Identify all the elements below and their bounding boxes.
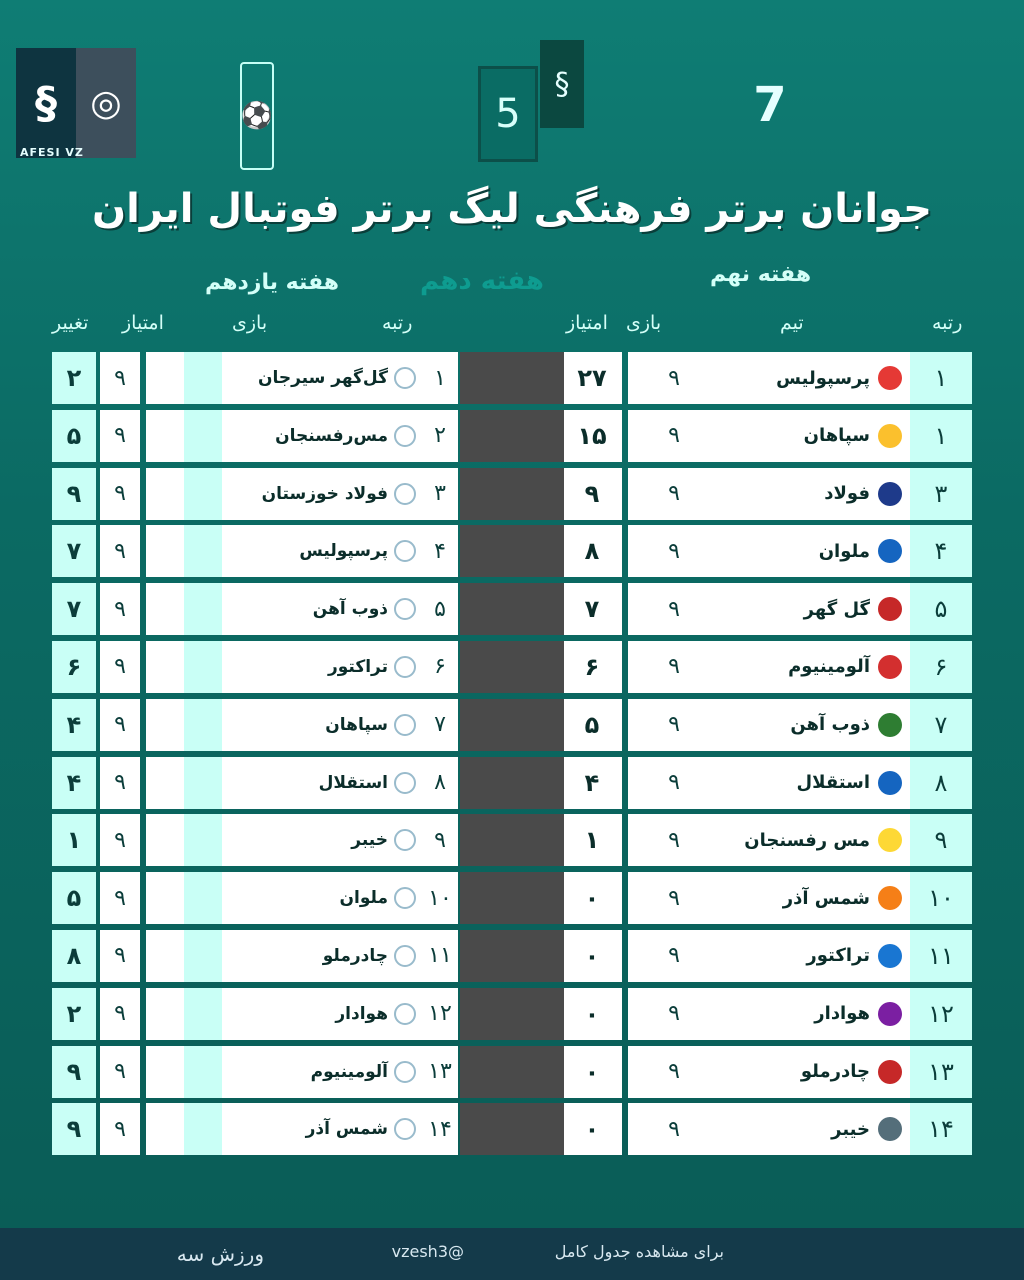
- placeholder-block: [460, 872, 564, 924]
- accent-strip: [184, 814, 222, 866]
- points-cell: ۹: [100, 525, 140, 577]
- table-row: [52, 410, 458, 462]
- team-name: ذوب آهن: [790, 714, 870, 736]
- table-row: [52, 1046, 458, 1098]
- rank-cell: ۱۱: [422, 930, 458, 982]
- table-row: [562, 1103, 972, 1155]
- table-row: [562, 583, 972, 635]
- change-cell: ۹: [52, 1046, 96, 1098]
- points-cell: ۷: [562, 583, 622, 635]
- games-cell: ۹: [628, 1103, 720, 1155]
- team-cell: [720, 525, 910, 577]
- change-cell: ۵: [52, 410, 96, 462]
- points-cell: ۰: [562, 988, 622, 1040]
- accent-strip: [184, 410, 222, 462]
- team-name: آلومینیوم: [310, 1061, 388, 1082]
- change-cell: ۸: [52, 930, 96, 982]
- team-cell: [222, 1046, 422, 1098]
- table-row: [52, 583, 458, 635]
- games-cell: [146, 525, 184, 577]
- logo-d-icon: 7: [753, 77, 787, 133]
- rank-cell: ۴: [910, 525, 972, 577]
- team-cell: [720, 641, 910, 693]
- rank-cell: ۱۲: [422, 988, 458, 1040]
- games-cell: ۹: [628, 641, 720, 693]
- team-name: فولاد: [824, 483, 870, 505]
- logo-a-left-icon: §: [16, 48, 76, 158]
- points-cell: ۹: [100, 1103, 140, 1155]
- team-name: سپاهان: [803, 425, 870, 447]
- rank-cell: ۱۲: [910, 988, 972, 1040]
- logo-c-tile2-icon: §: [540, 40, 584, 128]
- team-badge-icon: [878, 655, 902, 679]
- left-standings-table: [52, 352, 458, 1161]
- rank-cell: ۱۰: [910, 872, 972, 924]
- team-badge-icon: [394, 714, 416, 736]
- team-badge-icon: [878, 539, 902, 563]
- table-row: [52, 1103, 458, 1155]
- change-cell: ۵: [52, 872, 96, 924]
- team-name: تراکتور: [327, 656, 388, 677]
- team-name: چادرملو: [322, 945, 388, 966]
- team-badge-icon: [394, 1061, 416, 1083]
- team-badge-icon: [878, 1117, 902, 1141]
- points-cell: ۹: [100, 583, 140, 635]
- games-cell: [146, 410, 184, 462]
- points-cell: ۹: [100, 930, 140, 982]
- games-cell: ۹: [628, 525, 720, 577]
- points-cell: ۲۷: [562, 352, 622, 404]
- team-badge-icon: [878, 1060, 902, 1084]
- table-row: [562, 699, 972, 751]
- table-row: [562, 525, 972, 577]
- change-cell: ۹: [52, 468, 96, 520]
- games-cell: [146, 872, 184, 924]
- logo-a-right-icon: ◎: [76, 48, 136, 158]
- team-name: شمس آذر: [782, 887, 870, 909]
- footer-bar: [0, 1228, 1024, 1280]
- team-cell: [720, 930, 910, 982]
- team-badge-icon: [394, 425, 416, 447]
- accent-strip: [184, 872, 222, 924]
- team-name: ملوان: [339, 888, 388, 909]
- points-cell: ۹: [100, 468, 140, 520]
- points-cell: ۹: [562, 468, 622, 520]
- games-cell: ۹: [628, 699, 720, 751]
- accent-strip: [184, 1046, 222, 1098]
- points-cell: ۶: [562, 641, 622, 693]
- table-row: [52, 988, 458, 1040]
- points-cell: ۴: [562, 757, 622, 809]
- points-cell: ۱: [562, 814, 622, 866]
- team-cell: [222, 988, 422, 1040]
- team-cell: [222, 525, 422, 577]
- team-cell: [720, 352, 910, 404]
- points-cell: ۰: [562, 930, 622, 982]
- team-badge-icon: [878, 482, 902, 506]
- team-cell: [222, 814, 422, 866]
- table-row: [52, 352, 458, 404]
- team-cell: [222, 468, 422, 520]
- team-badge-icon: [878, 424, 902, 448]
- left-header-rank: رتبه: [382, 312, 413, 334]
- rank-cell: ۳: [422, 468, 458, 520]
- team-cell: [222, 872, 422, 924]
- points-cell: ۰: [562, 1046, 622, 1098]
- table-row: [562, 872, 972, 924]
- table-row: [52, 699, 458, 751]
- change-cell: ۷: [52, 583, 96, 635]
- team-badge-icon: [878, 944, 902, 968]
- rank-cell: ۱: [422, 352, 458, 404]
- accent-strip: [184, 525, 222, 577]
- table-row: [52, 872, 458, 924]
- team-badge-icon: [394, 656, 416, 678]
- games-cell: [146, 930, 184, 982]
- accent-strip: [184, 583, 222, 635]
- games-cell: [146, 1103, 184, 1155]
- points-cell: ۹: [100, 1046, 140, 1098]
- right-header-games: بازی: [626, 312, 662, 334]
- team-name: استقلال: [318, 772, 388, 793]
- games-cell: [146, 814, 184, 866]
- team-badge-icon: [394, 772, 416, 794]
- rank-cell: ۱۴: [422, 1103, 458, 1155]
- team-badge-icon: [878, 828, 902, 852]
- placeholder-block: [460, 410, 564, 462]
- team-name: گل گهر: [803, 598, 870, 620]
- points-cell: ۸: [562, 525, 622, 577]
- rank-cell: ۸: [910, 757, 972, 809]
- placeholder-block: [460, 988, 564, 1040]
- week-10-label: هفته دهم: [420, 266, 544, 296]
- placeholder-block: [460, 930, 564, 982]
- team-cell: [222, 757, 422, 809]
- team-name: خیبر: [831, 1118, 870, 1140]
- team-badge-icon: [394, 1118, 416, 1140]
- team-name: ملوان: [818, 540, 870, 562]
- week-9-label: هفته نهم: [710, 262, 812, 287]
- team-name: هوادار: [814, 1003, 870, 1025]
- team-cell: [720, 410, 910, 462]
- games-cell: [146, 699, 184, 751]
- rank-cell: ۸: [422, 757, 458, 809]
- change-cell: ۴: [52, 699, 96, 751]
- points-cell: ۹: [100, 410, 140, 462]
- team-badge-icon: [878, 597, 902, 621]
- placeholder-block: [460, 1103, 564, 1155]
- team-badge-icon: [878, 886, 902, 910]
- accent-strip: [184, 988, 222, 1040]
- right-header-rank: رتبه: [932, 312, 963, 334]
- rank-cell: ۹: [910, 814, 972, 866]
- team-badge-icon: [394, 483, 416, 505]
- table-row: [562, 988, 972, 1040]
- team-cell: [720, 1103, 910, 1155]
- change-cell: ۹: [52, 1103, 96, 1155]
- change-cell: ۷: [52, 525, 96, 577]
- accent-strip: [184, 468, 222, 520]
- change-cell: ۱: [52, 814, 96, 866]
- games-cell: ۹: [628, 1046, 720, 1098]
- rank-cell: ۷: [910, 699, 972, 751]
- table-row: [562, 930, 972, 982]
- accent-strip: [184, 641, 222, 693]
- games-cell: ۹: [628, 468, 720, 520]
- footer-handle[interactable]: @vzesh3: [391, 1242, 464, 1261]
- games-cell: ۹: [628, 410, 720, 462]
- placeholder-block: [460, 583, 564, 635]
- team-name: فولاد خوزستان: [261, 483, 388, 504]
- rank-cell: ۳: [910, 468, 972, 520]
- team-cell: [720, 1046, 910, 1098]
- accent-strip: [184, 352, 222, 404]
- table-row: [52, 757, 458, 809]
- team-badge-icon: [878, 771, 902, 795]
- games-cell: ۹: [628, 583, 720, 635]
- points-cell: ۹: [100, 988, 140, 1040]
- team-cell: [222, 583, 422, 635]
- placeholder-block: [460, 757, 564, 809]
- logo-c-tile-icon: 5: [478, 66, 538, 162]
- rank-cell: ۶: [910, 641, 972, 693]
- team-cell: [720, 988, 910, 1040]
- points-cell: ۵: [562, 699, 622, 751]
- points-cell: ۰: [562, 1103, 622, 1155]
- team-name: شمس آذر: [305, 1119, 388, 1140]
- team-badge-icon: [394, 829, 416, 851]
- change-cell: ۶: [52, 641, 96, 693]
- accent-strip: [184, 1103, 222, 1155]
- table-row: [562, 410, 972, 462]
- rank-cell: ۱: [910, 410, 972, 462]
- points-cell: ۹: [100, 641, 140, 693]
- team-cell: [720, 468, 910, 520]
- placeholder-block: [460, 814, 564, 866]
- table-row: [562, 352, 972, 404]
- placeholder-block: [460, 1046, 564, 1098]
- table-row: [562, 468, 972, 520]
- rank-cell: ۲: [422, 410, 458, 462]
- team-cell: [720, 757, 910, 809]
- placeholder-block: [460, 699, 564, 751]
- team-cell: [222, 1103, 422, 1155]
- placeholder-block: [460, 641, 564, 693]
- left-header-change: تغییر: [52, 312, 89, 334]
- team-name: سپاهان: [325, 714, 388, 735]
- team-cell: [720, 814, 910, 866]
- games-cell: [146, 468, 184, 520]
- points-cell: ۹: [100, 757, 140, 809]
- team-cell: [222, 410, 422, 462]
- team-badge-icon: [394, 1003, 416, 1025]
- team-badge-icon: [878, 713, 902, 737]
- team-badge-icon: [878, 366, 902, 390]
- team-name: پرسپولیس: [299, 541, 388, 562]
- team-cell: [720, 583, 910, 635]
- logo-a-text: AFESI VZ: [20, 146, 84, 159]
- games-cell: ۹: [628, 988, 720, 1040]
- logo-a: [16, 48, 136, 158]
- change-cell: ۲: [52, 352, 96, 404]
- rank-cell: ۱۳: [910, 1046, 972, 1098]
- games-cell: [146, 988, 184, 1040]
- logo-c: [478, 40, 586, 165]
- team-name: گل‌گهر سیرجان: [257, 368, 388, 388]
- team-name: مس رفسنجان: [744, 829, 870, 851]
- rank-cell: ۱۱: [910, 930, 972, 982]
- rank-cell: ۹: [422, 814, 458, 866]
- team-cell: [222, 930, 422, 982]
- team-badge-icon: [394, 945, 416, 967]
- team-badge-icon: [394, 598, 416, 620]
- games-cell: [146, 1046, 184, 1098]
- rank-cell: ۵: [422, 583, 458, 635]
- accent-strip: [184, 699, 222, 751]
- team-name: چادرملو: [800, 1061, 870, 1083]
- points-cell: ۱۵: [562, 410, 622, 462]
- change-cell: ۲: [52, 988, 96, 1040]
- accent-strip: [184, 757, 222, 809]
- rank-cell: ۱: [910, 352, 972, 404]
- team-cell: [222, 352, 422, 404]
- team-badge-icon: [878, 1002, 902, 1026]
- team-name: تراکتور: [806, 945, 870, 967]
- footer-text-1: برای مشاهده جدول کامل: [554, 1242, 724, 1261]
- table-row: [562, 641, 972, 693]
- rank-cell: ۷: [422, 699, 458, 751]
- team-cell: [720, 699, 910, 751]
- table-row: [52, 525, 458, 577]
- team-name: آلومینیوم: [788, 656, 870, 678]
- placeholder-block: [460, 352, 564, 404]
- team-name: خیبر: [351, 830, 388, 851]
- table-row: [52, 814, 458, 866]
- rank-cell: ۱۴: [910, 1103, 972, 1155]
- team-badge-icon: [394, 887, 416, 909]
- games-cell: ۹: [628, 814, 720, 866]
- left-header-points: امتیاز: [122, 312, 164, 334]
- rank-cell: ۱۰: [422, 872, 458, 924]
- week-11-label: هفته یازدهم: [205, 270, 340, 295]
- rank-cell: ۱۳: [422, 1046, 458, 1098]
- footer-brand: ورزش سه: [176, 1242, 264, 1266]
- table-row: [52, 468, 458, 520]
- team-cell: [222, 699, 422, 751]
- team-name: مس‌رفسنجان: [275, 425, 388, 446]
- games-cell: ۹: [628, 872, 720, 924]
- team-badge-icon: [394, 540, 416, 562]
- table-row: [52, 930, 458, 982]
- table-row: [52, 641, 458, 693]
- games-cell: ۹: [628, 352, 720, 404]
- logos-bar: [0, 40, 1024, 170]
- games-cell: [146, 583, 184, 635]
- placeholder-block: [460, 525, 564, 577]
- right-header-points: امتیاز: [566, 312, 608, 334]
- change-cell: ۴: [52, 757, 96, 809]
- table-row: [562, 814, 972, 866]
- table-row: [562, 1046, 972, 1098]
- left-header-games: بازی: [232, 312, 268, 334]
- table-row: [562, 757, 972, 809]
- points-cell: ۹: [100, 872, 140, 924]
- placeholder-block: [460, 468, 564, 520]
- accent-strip: [184, 930, 222, 982]
- team-name: پرسپولیس: [776, 367, 870, 389]
- team-cell: [222, 641, 422, 693]
- rank-cell: ۶: [422, 641, 458, 693]
- games-cell: ۹: [628, 930, 720, 982]
- points-cell: ۹: [100, 814, 140, 866]
- logo-b-icon: ⚽: [240, 62, 274, 170]
- games-cell: [146, 352, 184, 404]
- points-cell: ۹: [100, 352, 140, 404]
- team-name: ذوب آهن: [312, 599, 388, 620]
- points-cell: ۹: [100, 699, 140, 751]
- rank-cell: ۴: [422, 525, 458, 577]
- games-cell: [146, 641, 184, 693]
- rank-cell: ۵: [910, 583, 972, 635]
- page-title: جوانان برتر فرهنگی لیگ برتر فوتبال ایران: [92, 186, 932, 232]
- right-standings-table: [562, 352, 972, 1161]
- team-cell: [720, 872, 910, 924]
- team-badge-icon: [394, 367, 416, 389]
- games-cell: ۹: [628, 757, 720, 809]
- team-name: استقلال: [796, 772, 870, 794]
- games-cell: [146, 757, 184, 809]
- points-cell: ۰: [562, 872, 622, 924]
- team-name: هوادار: [335, 1003, 388, 1024]
- right-header-team: تیم: [780, 312, 804, 334]
